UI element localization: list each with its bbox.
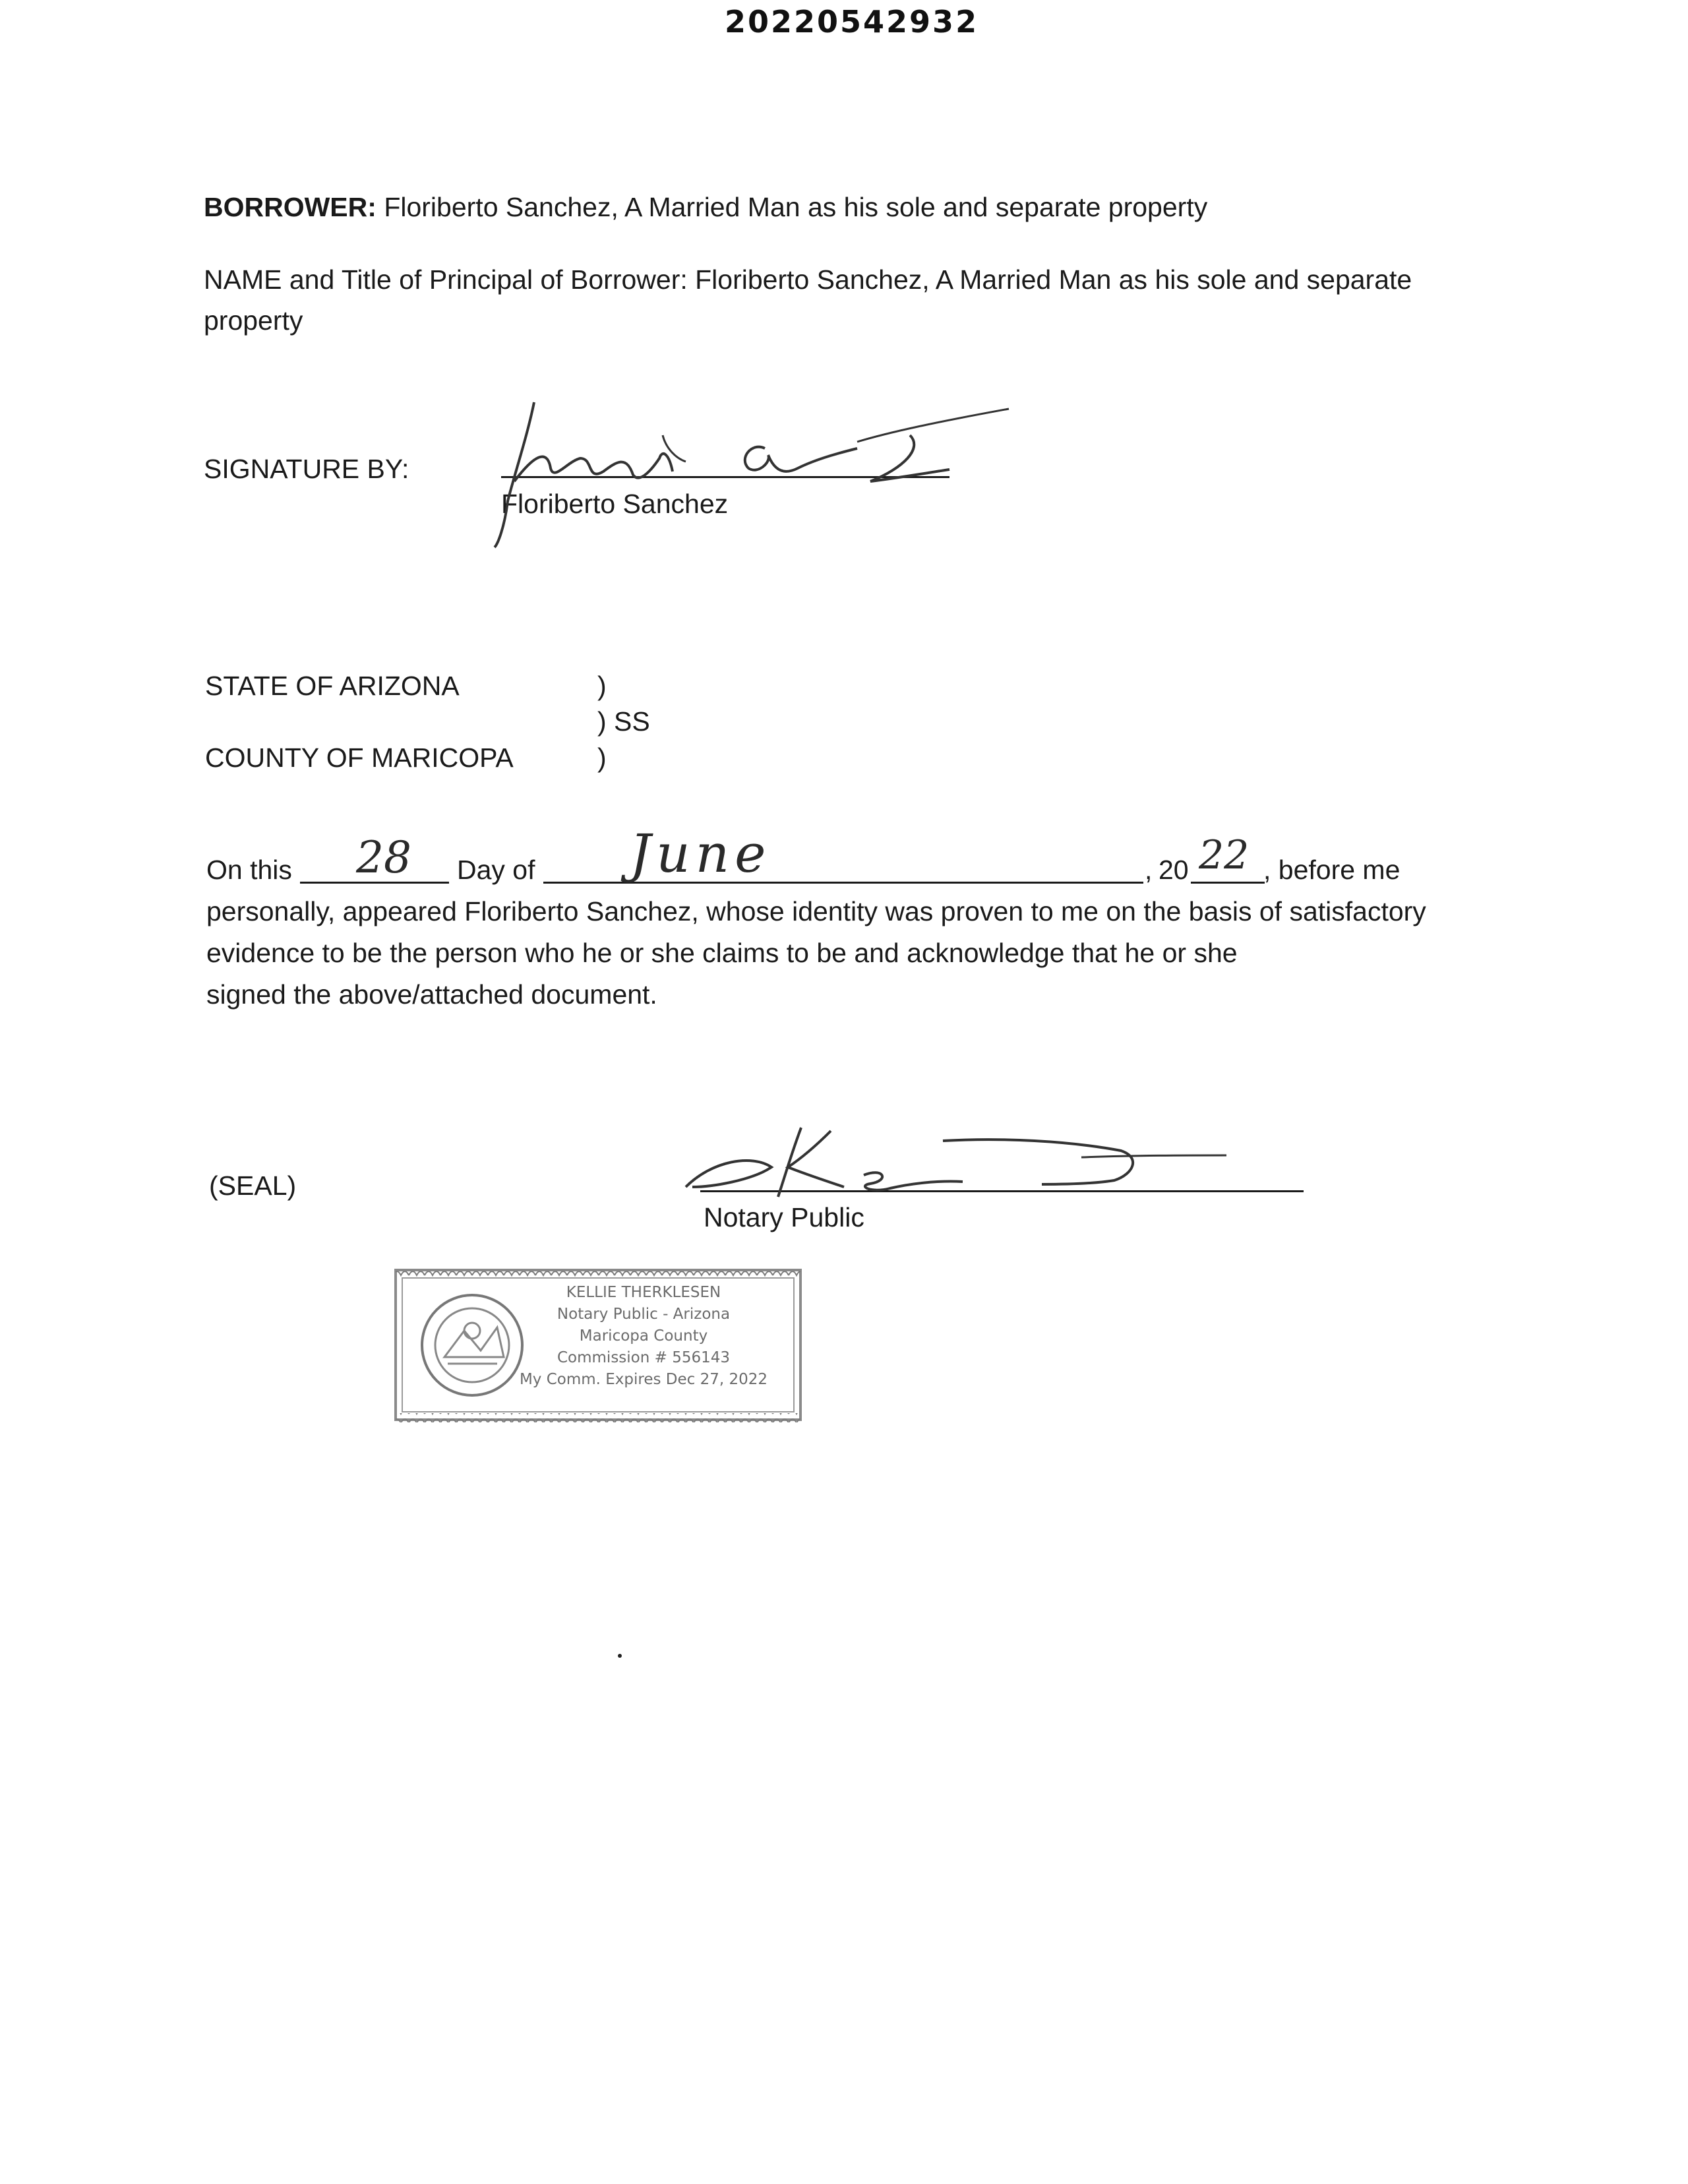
borrower-signature bbox=[488, 396, 1029, 554]
principal-line-2: property bbox=[204, 305, 303, 336]
year-value: 22 bbox=[1199, 832, 1250, 878]
signature-label: SIGNATURE BY: bbox=[204, 454, 409, 484]
stamp-text bbox=[498, 1282, 789, 1391]
day-value: 28 bbox=[356, 832, 411, 883]
borrower-value: Floriberto Sanchez, A Married Man as his sole and separate property bbox=[384, 192, 1208, 222]
venue-ss: ) SS bbox=[597, 706, 650, 737]
borrower-printed-name: Floriberto Sanchez bbox=[501, 489, 729, 519]
ack-day-of: Day of bbox=[457, 855, 535, 885]
ack-before-me: , before me bbox=[1263, 855, 1401, 885]
ack-line-2: personally, appeared Floriberto Sanchez, whose identity was proven to me on the basis of satisfactory bbox=[206, 896, 1426, 926]
stamp-county: Maricopa County bbox=[579, 1327, 708, 1345]
ack-line-4: signed the above/attached document. bbox=[206, 979, 657, 1010]
year-blank bbox=[1191, 882, 1265, 884]
ack-year-prefix: 20 bbox=[1159, 855, 1189, 885]
stamp-name: KELLIE THERKLESEN bbox=[566, 1284, 721, 1301]
borrower-label: BORROWER: bbox=[204, 192, 377, 222]
document-number: 20220542932 bbox=[725, 4, 979, 40]
month-value: June bbox=[630, 823, 771, 884]
stamp-commission: Commission # 556143 bbox=[557, 1349, 731, 1366]
venue-county: COUNTY OF MARICOPA bbox=[205, 743, 514, 773]
venue-paren-2: ) bbox=[597, 743, 607, 773]
principal-line-1: NAME and Title of Principal of Borrower: Floriberto Sanchez, A Married Man as his sole and separate bbox=[204, 264, 1412, 295]
borrower-line bbox=[204, 191, 1207, 224]
ack-on-this: On this bbox=[206, 855, 292, 885]
scan-speck bbox=[618, 1654, 622, 1658]
ack-comma: , bbox=[1145, 855, 1153, 885]
stamp-title: Notary Public - Arizona bbox=[557, 1306, 731, 1323]
notary-signature bbox=[673, 1114, 1240, 1200]
seal-label: (SEAL) bbox=[209, 1170, 297, 1201]
notary-stamp bbox=[393, 1267, 803, 1422]
venue-paren-1: ) bbox=[597, 671, 607, 701]
venue-state: STATE OF ARIZONA bbox=[205, 671, 460, 701]
ack-line-3: evidence to be the person who he or she claims to be and acknowledge that he or she bbox=[206, 938, 1238, 968]
stamp-expires: My Comm. Expires Dec 27, 2022 bbox=[519, 1371, 768, 1388]
notary-title: Notary Public bbox=[704, 1202, 864, 1232]
